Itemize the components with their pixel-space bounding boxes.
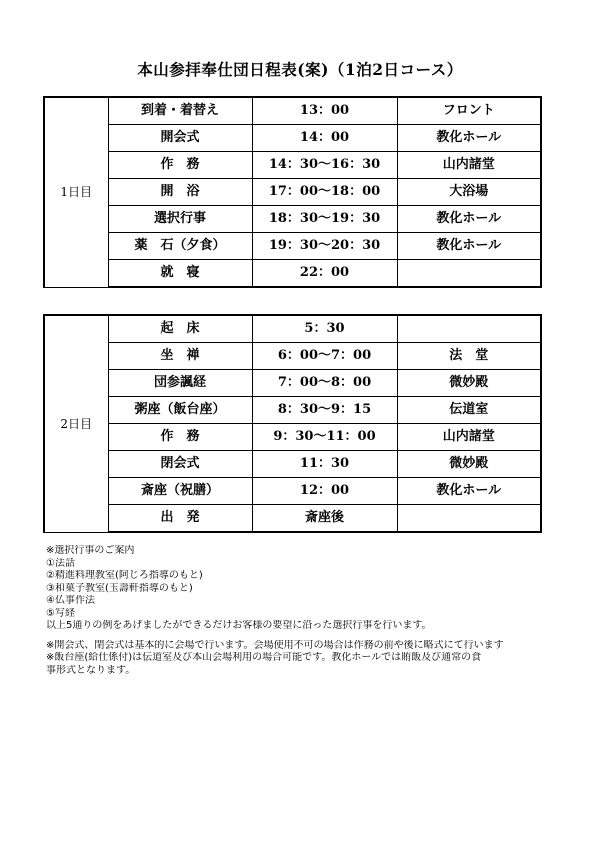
time-cell: 12：00 <box>252 478 397 505</box>
time-cell: 7：00～8：00 <box>252 370 397 397</box>
place-cell <box>397 505 541 533</box>
note-item: ①法話 <box>46 557 75 569</box>
event-cell: 就 寝 <box>108 260 252 288</box>
place-cell: 教化ホール <box>397 206 541 233</box>
event-cell: 坐 禅 <box>108 343 252 370</box>
event-cell: 作 務 <box>108 152 252 179</box>
time-cell: 17：00～18：00 <box>252 179 397 206</box>
event-cell: 斎座（祝膳） <box>108 478 252 505</box>
note-meal-line1: ※飯台座(給仕係付)は伝道室及び本山会場利用の場合可能です。教化ホールでは賄飯及び通常の食 <box>46 652 482 663</box>
time-cell: 14：00 <box>252 125 397 152</box>
schedule-row <box>44 451 541 478</box>
place-cell: 教化ホール <box>397 233 541 260</box>
note-opening-closing: ※開会式、閉会式は基本的に会場で行います。会場使用不可の場合は作務の前や後に略式にて行います <box>46 639 504 651</box>
notes-section <box>46 545 546 677</box>
day-label: 1日目 <box>44 97 108 287</box>
notes-summary: 以上5通りの例をあげましたができるだけお客様の要望に沿った選択行事を行います。 <box>46 620 432 631</box>
place-cell: フロント <box>397 97 541 125</box>
place-cell: 法 堂 <box>397 343 541 370</box>
time-cell: 22：00 <box>252 260 397 288</box>
schedule-row <box>44 478 541 505</box>
day2-schedule-table <box>43 314 542 533</box>
schedule-row <box>44 397 541 424</box>
event-cell: 作 務 <box>108 424 252 451</box>
day-label: 2日目 <box>44 315 108 532</box>
time-cell: 11：30 <box>252 451 397 478</box>
day1-schedule-table <box>43 96 542 288</box>
place-cell <box>397 315 541 343</box>
place-cell: 大浴場 <box>397 179 541 206</box>
place-cell: 微妙殿 <box>397 370 541 397</box>
schedule-row <box>44 424 541 451</box>
event-cell: 閉会式 <box>108 451 252 478</box>
schedule-row <box>44 343 541 370</box>
page-title: 本山参拝奉仕団日程表(案)（1泊2日コース） <box>137 60 463 79</box>
event-cell: 起 床 <box>108 315 252 343</box>
schedule-row <box>44 206 541 233</box>
place-cell <box>397 260 541 288</box>
note-item: ③和菓子教室(玉壽軒指導のもと) <box>46 582 193 594</box>
event-cell: 団参諷経 <box>108 370 252 397</box>
place-cell: 伝道室 <box>397 397 541 424</box>
notes-header: ※選択行事のご案内 <box>46 545 135 556</box>
place-cell: 教化ホール <box>397 125 541 152</box>
time-cell: 19：30～20：30 <box>252 233 397 260</box>
time-cell: 18：30～19：30 <box>252 206 397 233</box>
note-item: ⑤写経 <box>46 607 75 619</box>
note-item: ④仏事作法 <box>46 595 95 606</box>
event-cell: 出 発 <box>108 505 252 533</box>
time-cell: 8：30～9：15 <box>252 397 397 424</box>
note-meal-line2: 事形式となります。 <box>46 664 136 676</box>
schedule-row <box>44 370 541 397</box>
schedule-row <box>44 152 541 179</box>
time-cell: 5：30 <box>252 315 397 343</box>
place-cell: 微妙殿 <box>397 451 541 478</box>
schedule-row <box>44 233 541 260</box>
event-cell: 到着・着替え <box>108 97 252 125</box>
schedule-row <box>44 260 541 288</box>
event-cell: 開 浴 <box>108 179 252 206</box>
place-cell: 教化ホール <box>397 478 541 505</box>
event-cell: 選択行事 <box>108 206 252 233</box>
schedule-row <box>44 125 541 152</box>
time-cell: 14：30～16：30 <box>252 152 397 179</box>
schedule-row <box>44 315 541 343</box>
time-cell: 6：00～7：00 <box>252 343 397 370</box>
event-cell: 開会式 <box>108 125 252 152</box>
event-cell: 薬 石（夕食） <box>108 233 252 260</box>
schedule-row <box>44 179 541 206</box>
place-cell: 山内諸堂 <box>397 152 541 179</box>
schedule-row <box>44 97 541 125</box>
note-item: ②精進料理教室(阿じろ指導のもと) <box>46 570 203 581</box>
place-cell: 山内諸堂 <box>397 424 541 451</box>
time-cell: 9：30～11：00 <box>252 424 397 451</box>
time-cell: 斎座後 <box>252 505 397 533</box>
time-cell: 13：00 <box>252 97 397 125</box>
schedule-row <box>44 505 541 533</box>
event-cell: 粥座（飯台座） <box>108 397 252 424</box>
